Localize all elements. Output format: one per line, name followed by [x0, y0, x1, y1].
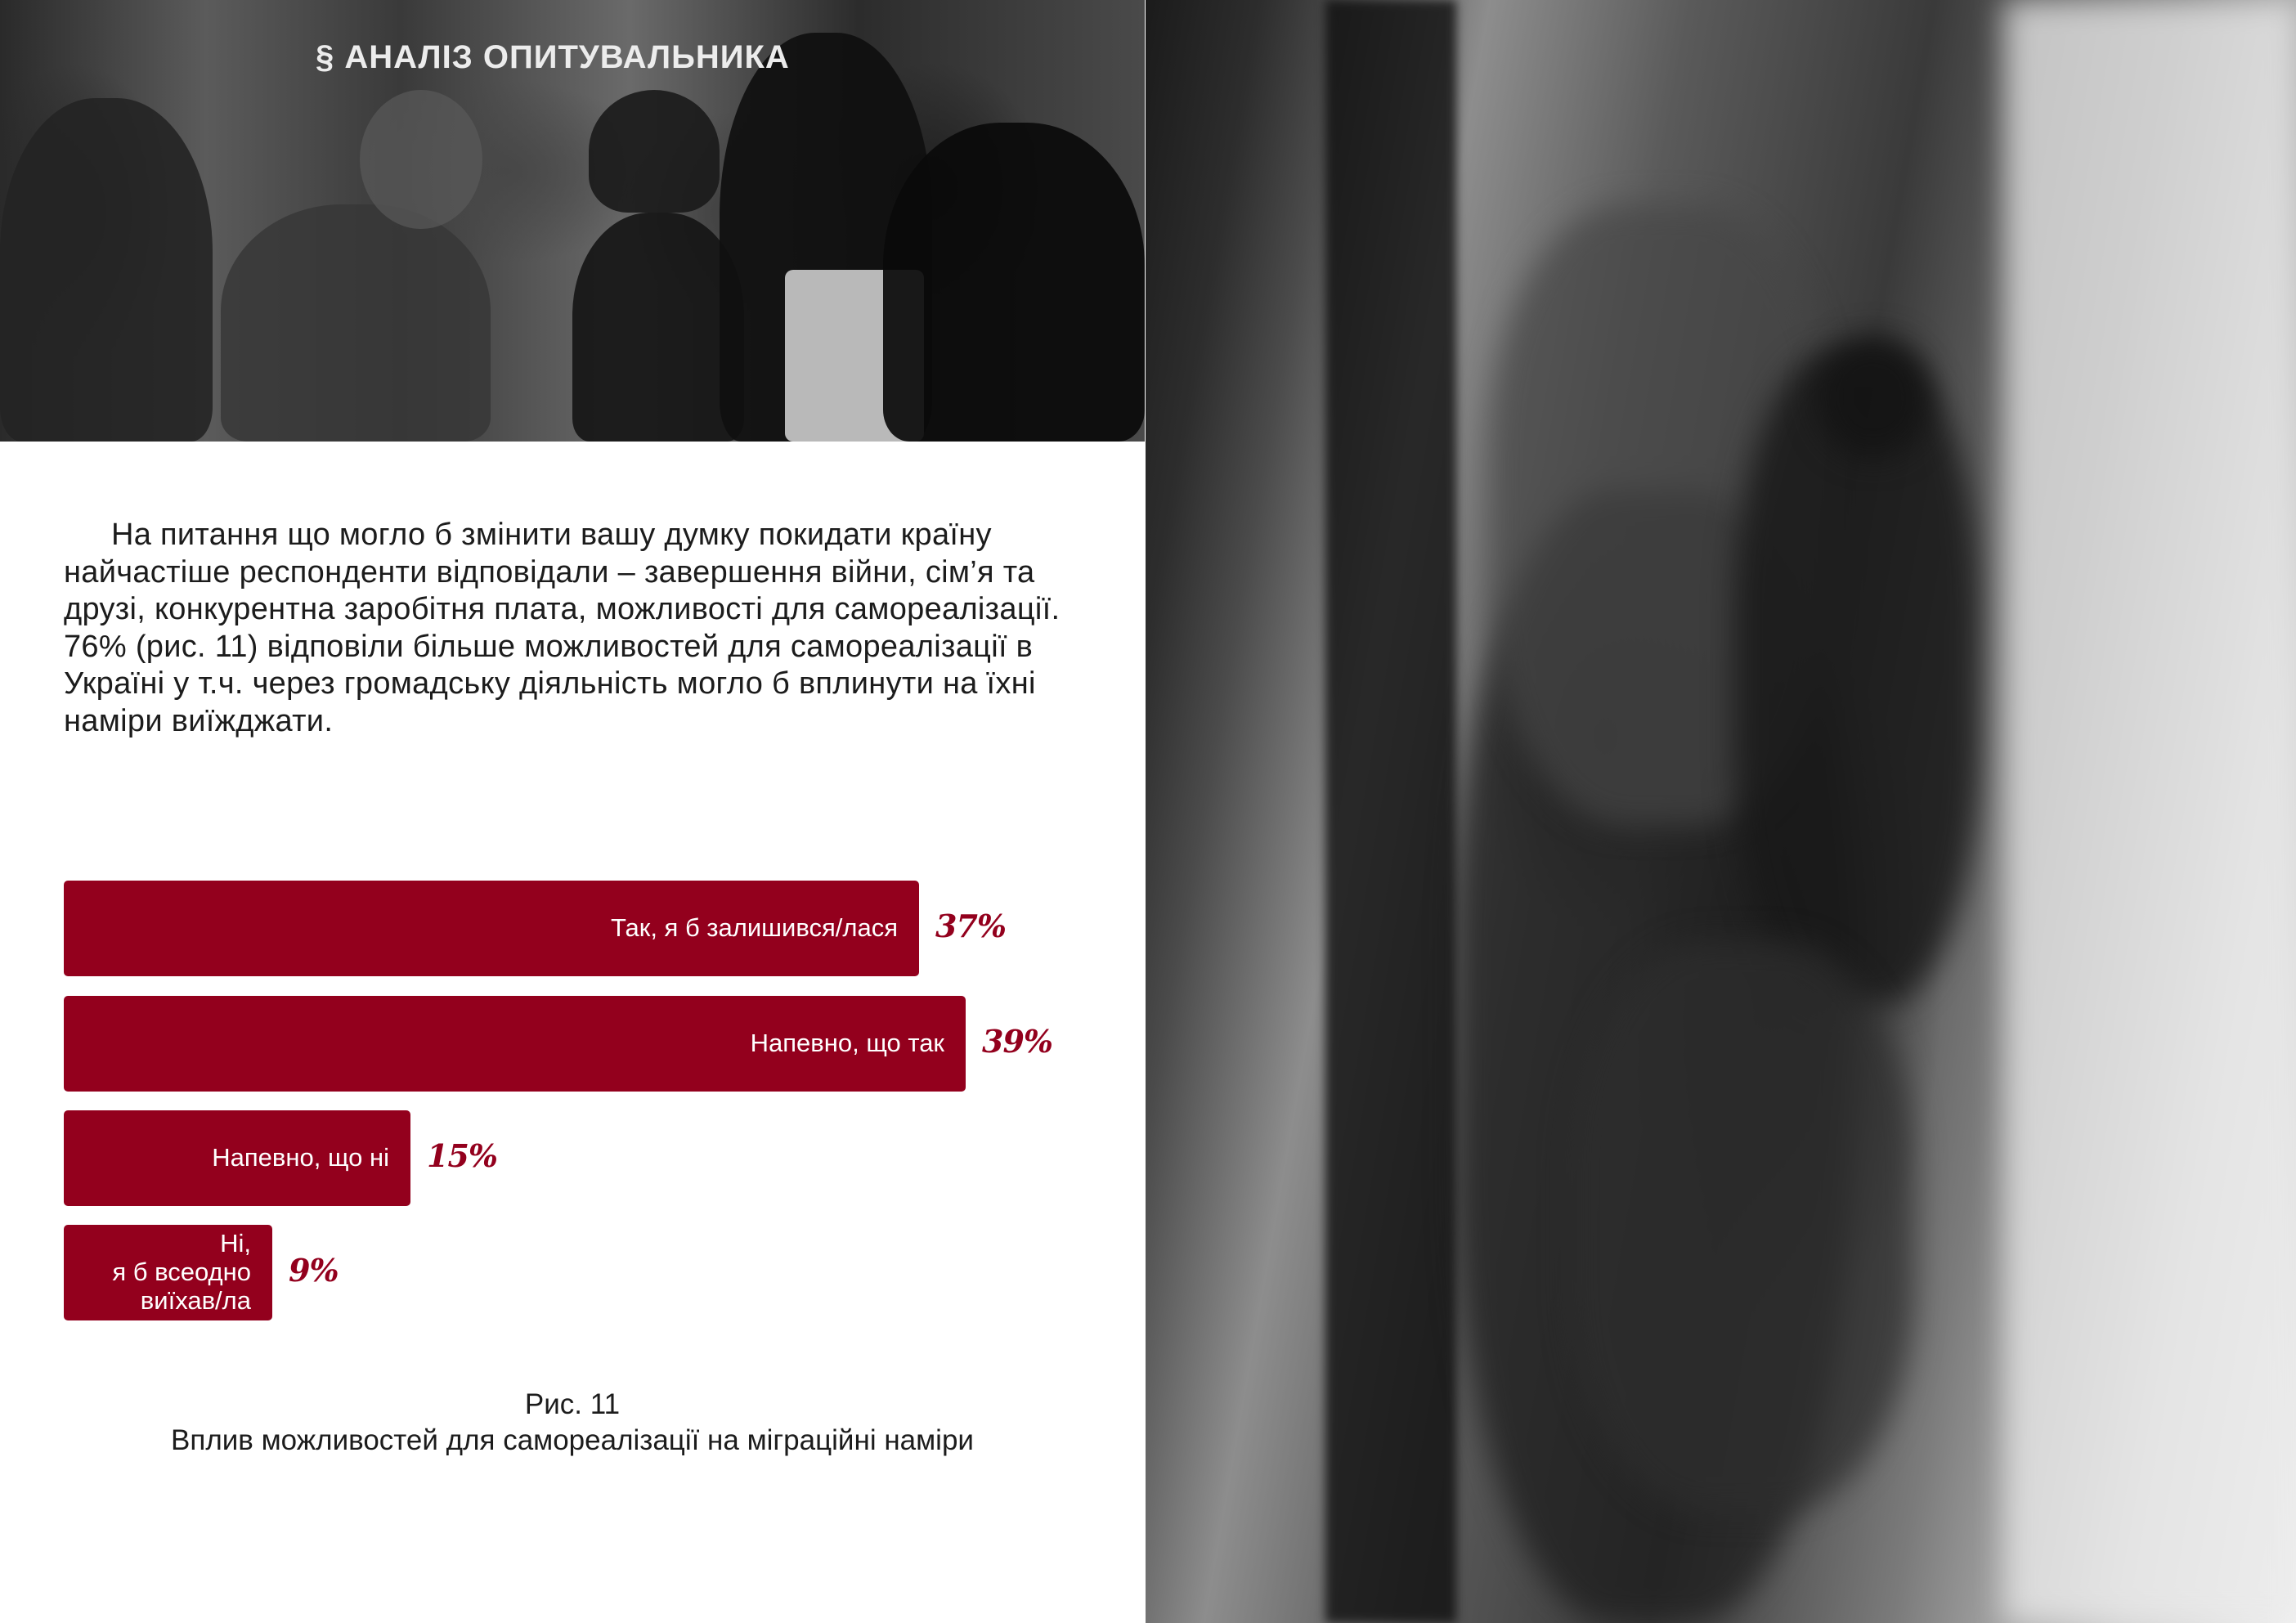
photo-head-silhouette [1816, 335, 1931, 458]
bar [64, 996, 966, 1092]
bar-label-line: я б всеодно [112, 1258, 251, 1287]
photo-person-right [883, 123, 1145, 442]
bar-label-line: виїхав/ла [140, 1285, 251, 1315]
photo-bright-wall [2004, 0, 2296, 1623]
bar-value-label: 39% [982, 1023, 1052, 1060]
bar [64, 881, 919, 976]
bar-label-line: Напевно, що так [750, 1029, 944, 1058]
photo-handrail-left [1325, 0, 1456, 1623]
bar-value-label: 9% [289, 1252, 339, 1289]
bar-value-label: 15% [427, 1137, 497, 1174]
escalator-photo [1146, 0, 2296, 1623]
section-title: § АНАЛІЗ ОПИТУВАЛЬНИКА [316, 39, 790, 75]
body-paragraph: На питання що могло б змінити вашу думку покидати країну найчастіше респонденти відповідали – завершення війни, сім’я та друзі, конкурентна заробітня плата, можливості для самореалізації. 76% (рис. 11) відповіли більше можливостей для самореалізації в Україні у т.ч. через громадську діяльність могло б вплинути на їхні наміри виїжджати. [64, 518, 1061, 738]
bar-label-line: Ні, [220, 1229, 251, 1258]
bar-label [751, 1029, 944, 1058]
bar-label [212, 1144, 389, 1172]
bar-label-line: Так, я б залишився/лася [610, 913, 898, 943]
photo-person-cap [572, 213, 744, 442]
photo-person-jacket [221, 204, 491, 442]
bar-label [112, 1230, 251, 1315]
photo-lower-blur [1571, 940, 1914, 1513]
bar-label [611, 914, 898, 943]
top-photo [0, 0, 1145, 442]
photo-person-left [0, 98, 213, 442]
photo-person-head [360, 90, 482, 229]
figure-number: Рис. 11 [524, 1388, 621, 1420]
bar [64, 1110, 410, 1206]
photo-cap [589, 90, 720, 213]
bar-label-line: Напевно, що ні [212, 1143, 389, 1172]
bar-value-label: 37% [935, 908, 1006, 944]
chart-caption [0, 1387, 1145, 1459]
bar [64, 1225, 272, 1320]
chart-title: Вплив можливостей для самореалізації на міграційні наміри [171, 1423, 974, 1456]
